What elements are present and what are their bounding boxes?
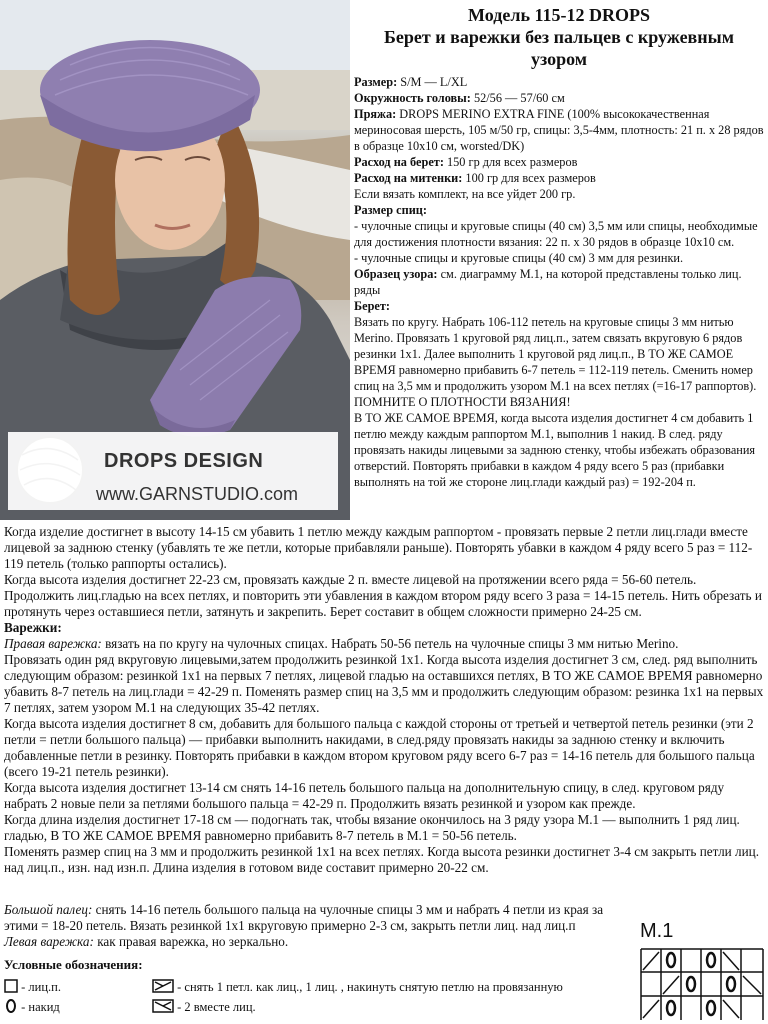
mitten-paragraph-4: Когда длина изделия достигнет 17-18 см — подогнать так, чтобы вязание окончилось на 3 ряду узора М.1 — выполнить 1 ряд лиц. гладью, В ТО ЖЕ САМОЕ ВРЕМЯ равномерно прибавить 8-7 петель в М.1 = 50-56 петель.	[4, 812, 740, 843]
legend	[4, 957, 634, 1014]
chart-m1-diagram	[640, 948, 764, 1020]
beret-use-row: Расход на берет: 150 гр для всех размеров	[354, 155, 578, 169]
yarn-over-icon	[4, 999, 18, 1013]
thumb-section	[4, 902, 634, 950]
head-row: Окружность головы: 52/56 — 57/60 см	[354, 91, 565, 105]
chart-m1-label: M.1	[640, 920, 674, 942]
model-subtitle-line2: узором	[530, 49, 588, 69]
legend-title: Условные обозначения:	[4, 957, 143, 972]
beret-paragraph-2: В ТО ЖЕ САМОЕ ВРЕМЯ, когда высота изделия достигнет 4 см добавить 1 петлю между каждым раппортом М.1, выполнив 1 накид. В след. ряду провязать накиды лицевыми за заднюю стенку, чтобы избежать образования отверстий. Повторять прибавки в каждом 4 ряду всего 5 раз (прибавки выполнять на той же стороне лиц.глади каждый раз) = 192-204 п.	[354, 411, 756, 489]
beret-paragraph-1: Вязать по кругу. Набрать 106-112 петель на круговые спицы 3 мм нитью Merino. Провязать 1 круговой ряд лиц.п., затем связать вкруговую 6 рядов резинки 1х1. Далее выполнить 1 круговой ряд лиц.п., В ТО ЖЕ САМОЕ ВРЕМЯ равномерно прибавить 6-7 петель = 112-119 петель. Сменить номер спиц на 3,5 мм и продолжить узором М.1 на всех петлях (=16-17 раппортов). ПОМНИТЕ О ПЛОТНОСТИ ВЯЗАНИЯ!	[354, 315, 757, 409]
yarn-row: Пряжа: DROPS MERINO EXTRA FINE (100% высококачественная мериносовая шерсть, 105 м/50 гр, спицы: 3,5-4мм, плотность: 21 п. х 28 рядов в образце 10х10 см, worsted/DK)	[354, 107, 764, 153]
mitten-paragraph-2: Когда высота изделия достигнет 8 см, добавить для большого пальца с каждой стороны от третьей и четвертой петель резинки (эти 2 петли = петли большого пальца) — прибавки выполнить накидами, в след.ряду провязать накиды за заднюю стенку и включить добавленные петли в резинку. Повторять прибавки в каждом втором круговом ряду всего 6-7 раз = 14-16 петель для большого пальца (всего 19-21 петель резинки).	[4, 716, 755, 779]
model-subtitle-line1: Берет и варежки без пальцев с кружевным	[384, 27, 734, 47]
thumb-paragraph: Большой палец: снять 14-16 петель большого пальца на чулочные спицы 3 мм и набрать 4 петли из края за этими = 18-20 петель. Вязать резинкой 1х1 вкруговую примерно 2-3 см, закрыть петли лиц. над лиц.п	[4, 902, 604, 933]
legend-psso: - снять 1 петл. как лиц., 1 лиц. , накинуть снятую петлю на провязанную	[152, 979, 632, 995]
specs	[354, 74, 764, 490]
model-photo	[0, 0, 350, 520]
pattern-row: Образец узора: см. диаграмму М.1, на которой представлены только лиц. ряды	[354, 267, 742, 297]
mitten-paragraph-1: Провязать один ряд вкруговую лицевыми,затем продолжить резинкой 1х1. Когда высота изделия достигнет 3 см, след. ряд выполнить следующим образом: резинкой 1х1 на первых 7 петлях, лицевой гладью на оставшихся петлях, В ТО ЖЕ САМОЕ ВРЕМЯ равномерно убавить 8-7 петель на лиц.глади = 42-29 п. Поменять размер спиц на 3,5 мм и продолжить следующим образом: резинка 1х1 на первых 7 петлях, затем узором М.1 на следующих 35-42 петлях.	[4, 652, 764, 715]
right-column	[354, 4, 764, 490]
beret-finish-paragraph: Когда высота изделия достигнет 22-23 см, провязать каждые 2 п. вместе лицевой на протяжении всего ряда = 56-60 петель. Продолжить лиц.гладью на всех петлях, и повторить эти убавления в каждом втором ряду всего 3 раза = 14-15 петель. Нить обрезать и протянуть через оставшиеся петли, затянуть и закрепить. Берет составит в общем сложности примерно 24-25 см.	[4, 572, 762, 619]
mittens-heading: Варежки:	[4, 620, 62, 635]
main-instructions	[4, 524, 764, 876]
logo-url: www.GARNSTUDIO.com	[96, 484, 299, 504]
beret-heading: Берет:	[354, 299, 391, 313]
slip-knit-pass-icon	[152, 979, 174, 993]
right-mitten-intro: Правая варежка: вязать на по кругу на чулочных спицах. Набрать 50-56 петель на чулочные спицы 3 мм нитью Merino.	[4, 636, 679, 651]
kit-note: Если вязать комплект, на все уйдет 200 гр.	[354, 187, 576, 201]
mitt-use-row: Расход на митенки: 100 гр для всех размеров	[354, 171, 596, 185]
legend-knit: - лиц.п.	[4, 979, 144, 995]
beret-decrease-paragraph: Когда изделие достигнет в высоту 14-15 см убавить 1 петлю между каждым раппортом - провязать первые 2 петли лиц.глади вместе лицевой за заднюю стенку (убавлять те же петли, которые прибавляли раньше). Повторять убавки в каждом 4 ряду всего 5 раз = 112-119 петель (только раппорты остались).	[4, 524, 753, 571]
legend-yo: - накид	[4, 999, 144, 1015]
logo-brand: DROPS DESIGN	[104, 450, 264, 472]
needles-item-2: - чулочные спицы и круговые спицы (40 см) 3 мм для резинки.	[354, 251, 684, 265]
mitten-paragraph-3: Когда высота изделия достигнет 13-14 см снять 14-16 петель большого пальца на дополнительную спицу, в след. круговом ряду набрать 2 новые пели за петлями большого пальца = 42-29 п. Продолжить вязать резинкой и узором как прежде.	[4, 780, 725, 811]
mitten-paragraph-5: Поменять размер спиц на 3 мм и продолжить резинкой 1х1 на всех петлях. Когда высота резинки достигнет 3-4 см закрыть петли лиц. над лиц.п., изн. над изн.п. Длина изделия в готовом виде составит примерно 20-22 см.	[4, 844, 760, 875]
needles-heading: Размер спиц:	[354, 203, 427, 217]
size-row: Размер: S/M — L/XL	[354, 75, 468, 89]
knit-stitch-icon	[4, 979, 18, 993]
left-mitten-paragraph: Левая варежка: как правая варежка, но зеркально.	[4, 934, 289, 949]
knit-two-together-icon	[152, 999, 174, 1013]
legend-k2tog: - 2 вместе лиц.	[152, 999, 632, 1015]
model-title: Модель 115-12 DROPS	[468, 5, 650, 25]
needles-item-1: - чулочные спицы и круговые спицы (40 см) 3,5 мм или спицы, необходимые для достижения плотности вязания: 22 п. х 30 рядов в образце 10х10 см.	[354, 219, 758, 249]
